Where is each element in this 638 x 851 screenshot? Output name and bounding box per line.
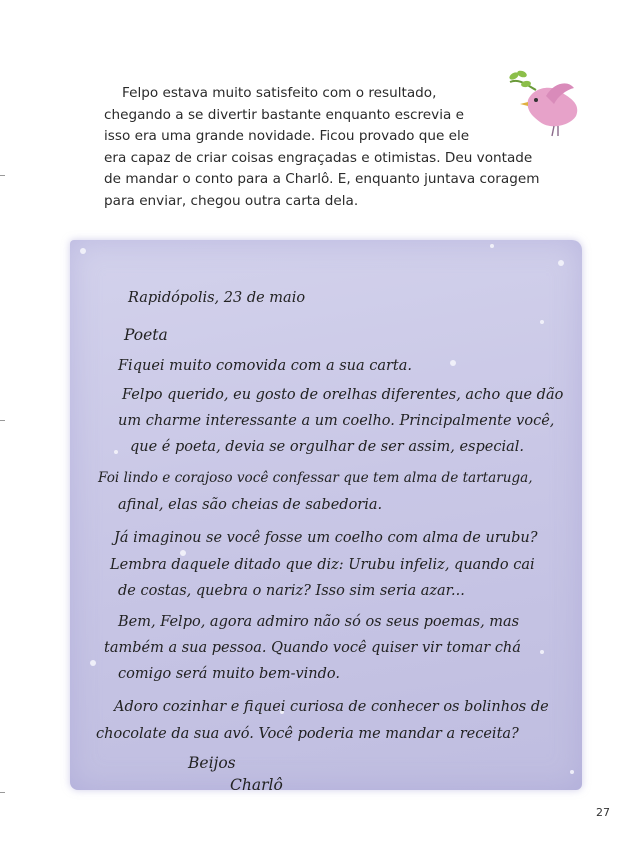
page-number: 27 xyxy=(596,806,610,819)
handwritten-letter xyxy=(70,240,582,794)
bird-illustration-icon xyxy=(498,60,590,140)
letter-line: Adoro cozinhar e fiquei curiosa de conhecer os bolinhos de xyxy=(114,699,549,715)
intro-line: chegando a se divertir bastante enquanto escrevia e xyxy=(104,106,465,123)
letter-line: Foi lindo e corajoso você confessar que tem alma de tartaruga, xyxy=(98,470,533,486)
letter-salutation: Poeta xyxy=(124,326,168,344)
letter-line: Já imaginou se você fosse um coelho com alma de urubu? xyxy=(114,530,538,546)
letter-line: também a sua pessoa. Quando você quiser vir tomar chá xyxy=(104,640,521,656)
letter-line: Felpo querido, eu gosto de orelhas diferentes, acho que dão xyxy=(122,387,564,403)
intro-line: isso era uma grande novidade. Ficou provado que ele xyxy=(104,128,470,144)
letter-line: de costas, quebra o nariz? Isso sim seria azar... xyxy=(118,583,465,599)
letter-line: Bem, Felpo, agora admiro não só os seus poemas, mas xyxy=(118,614,520,630)
letter-closing: Beijos xyxy=(188,754,236,772)
letter-line: Fiquei muito comovida com a sua carta. xyxy=(118,358,413,374)
letter-line: chocolate da sua avó. Você poderia me mandar a receita? xyxy=(96,726,519,742)
letter-line: que é poeta, devia se orgulhar de ser assim, especial. xyxy=(130,439,525,455)
intro-line: era capaz de criar coisas engraçadas e otimistas. Deu vontade xyxy=(104,149,533,166)
letter-date: Rapidópolis, 23 de maio xyxy=(128,290,306,306)
letter-line: um charme interessante a um coelho. Principalmente você, xyxy=(118,413,555,429)
intro-line: para enviar, chegou outra carta dela. xyxy=(104,192,359,209)
intro-line: de mandar o conto para a Charlô. E, enquanto juntava coragem xyxy=(104,171,540,187)
letter-line: afinal, elas são cheias de sabedoria. xyxy=(118,497,383,513)
intro-line: Felpo estava muito satisfeito com o resultado, xyxy=(122,85,437,101)
letter-signature: Charlô xyxy=(230,776,283,794)
letter-line: comigo será muito bem-vindo. xyxy=(118,666,341,682)
letter-line: Lembra daquele ditado que diz: Urubu infeliz, quando cai xyxy=(110,557,535,573)
